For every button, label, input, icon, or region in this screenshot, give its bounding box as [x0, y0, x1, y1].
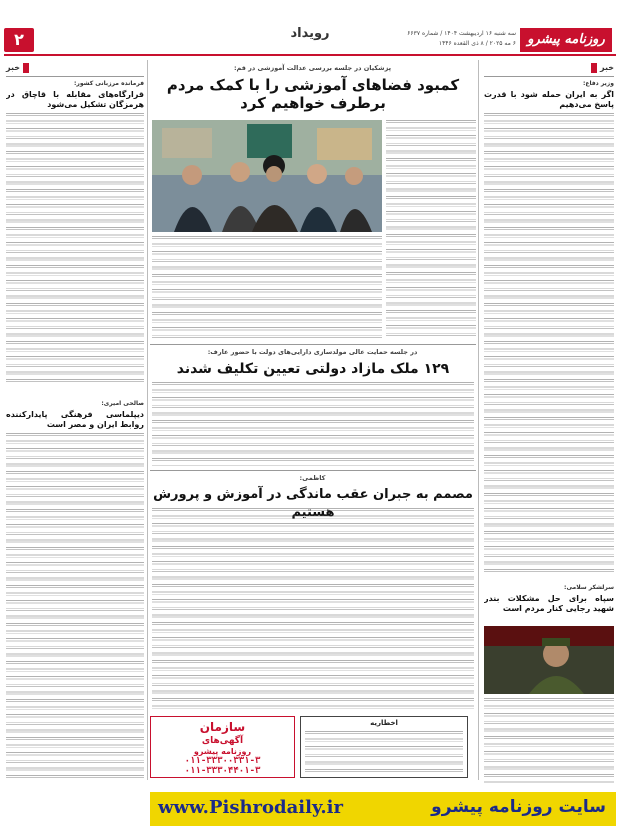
main-story-body-2 [152, 236, 382, 340]
notice-body [305, 731, 463, 775]
article-kicker: سرلشکر سلامی: [564, 584, 614, 591]
notice-text [305, 731, 463, 775]
website-link[interactable]: www.Pishrodaily.ir [158, 797, 343, 818]
left-article-2 [6, 400, 144, 790]
issue-info [407, 29, 516, 49]
notice-box [300, 716, 468, 778]
label-mark-icon [23, 63, 29, 73]
ad-box [150, 716, 295, 778]
left-column-rule [6, 76, 144, 77]
article-body [152, 382, 474, 466]
ad-subtitle: آگهی‌های [201, 736, 244, 746]
lower-story-headline: مصمم به جبران عقب ماندگی در آموزش و پرورش هستیم [153, 487, 473, 520]
lower-story-kicker: کاظمی: [299, 474, 326, 482]
column-divider [478, 60, 479, 780]
main-story-kicker: پزشکیان در جلسه بررسی عدالت آموزشی در قم: [233, 64, 392, 72]
article-kicker: وزیر دفاع: [582, 80, 614, 87]
ad-paper-name: روزنامه پیشرو [193, 747, 252, 756]
article-body [484, 113, 614, 573]
meeting-photo [152, 120, 382, 232]
article-headline: قرارگاه‌های مقابله با قاچاق در هرمزگان تشکیل می‌شود [6, 89, 144, 109]
right-column-rule [484, 76, 614, 77]
left-article-1 [6, 80, 144, 395]
label-mark-icon [591, 63, 597, 73]
right-article-1 [484, 80, 614, 580]
main-story-body [386, 120, 476, 340]
right-article-2-body [484, 698, 614, 784]
commander-photo [484, 626, 614, 694]
article-body [386, 120, 476, 340]
newspaper-logo: روزنامه پیشرو [520, 28, 612, 52]
issue-line-1: سه شنبه ۱۶ اردیبهشت ۱۴۰۴ / شماره ۶۶۳۷ [407, 30, 516, 37]
ad-phone-2: ۰۱۱-۳۳۳۰۴۴۰۱-۳ [184, 766, 261, 776]
footer-label: سایت روزنامه پیشرو [431, 797, 606, 817]
notice-title: اخطاریه [370, 719, 398, 727]
article-body [152, 236, 382, 340]
main-story-headline: کمبود فضاهای آموزشی را با کمک مردم برطرف خواهیم کرد [166, 76, 460, 112]
masthead-rule [4, 54, 616, 56]
ad-phone-1: ۰۱۱-۳۳۳۰۰۳۳۱-۳ [184, 756, 261, 766]
section-title: رویداد [290, 26, 330, 41]
ad-title: سازمان [199, 720, 246, 734]
left-column-label: خبر [6, 62, 29, 74]
masthead [0, 2, 620, 56]
article-kicker: فرمانده مرزبانی کشور: [73, 80, 144, 87]
article-headline: اگر به ایران حمله شود با قدرت پاسخ می‌دهیم [484, 89, 614, 109]
mid-story-headline: ۱۲۹ ملک مازاد دولتی تعیین تکلیف شدند [176, 361, 450, 377]
mid-story-body [152, 382, 474, 466]
footer-banner[interactable] [150, 792, 616, 826]
article-headline: دیپلماسی فرهنگی پایدارکننده روابط ایران و مصر است [6, 409, 144, 429]
issue-line-2: ۶ مه ۲۰۲۵ / ۸ ذی القعده ۱۴۴۶ [438, 40, 516, 47]
column-divider [147, 60, 148, 780]
article-body [6, 433, 144, 778]
article-body [152, 508, 474, 712]
lower-story-body [152, 508, 474, 712]
right-column-label: خبر [591, 62, 614, 74]
mid-story-kicker: در جلسه حمایت عالی مولدسازی دارایی‌های دولت با حضور عارف: [207, 348, 418, 356]
story-divider [150, 344, 476, 345]
article-body [6, 113, 144, 383]
article-headline: سپاه برای حل مشکلات بندر شهید رجایی کنار مردم است [484, 593, 614, 613]
page-number: ۲ [4, 28, 34, 52]
right-article-2 [484, 584, 614, 624]
article-body [484, 698, 614, 784]
article-kicker: صالحی امیری: [101, 400, 144, 407]
story-divider [150, 470, 476, 471]
